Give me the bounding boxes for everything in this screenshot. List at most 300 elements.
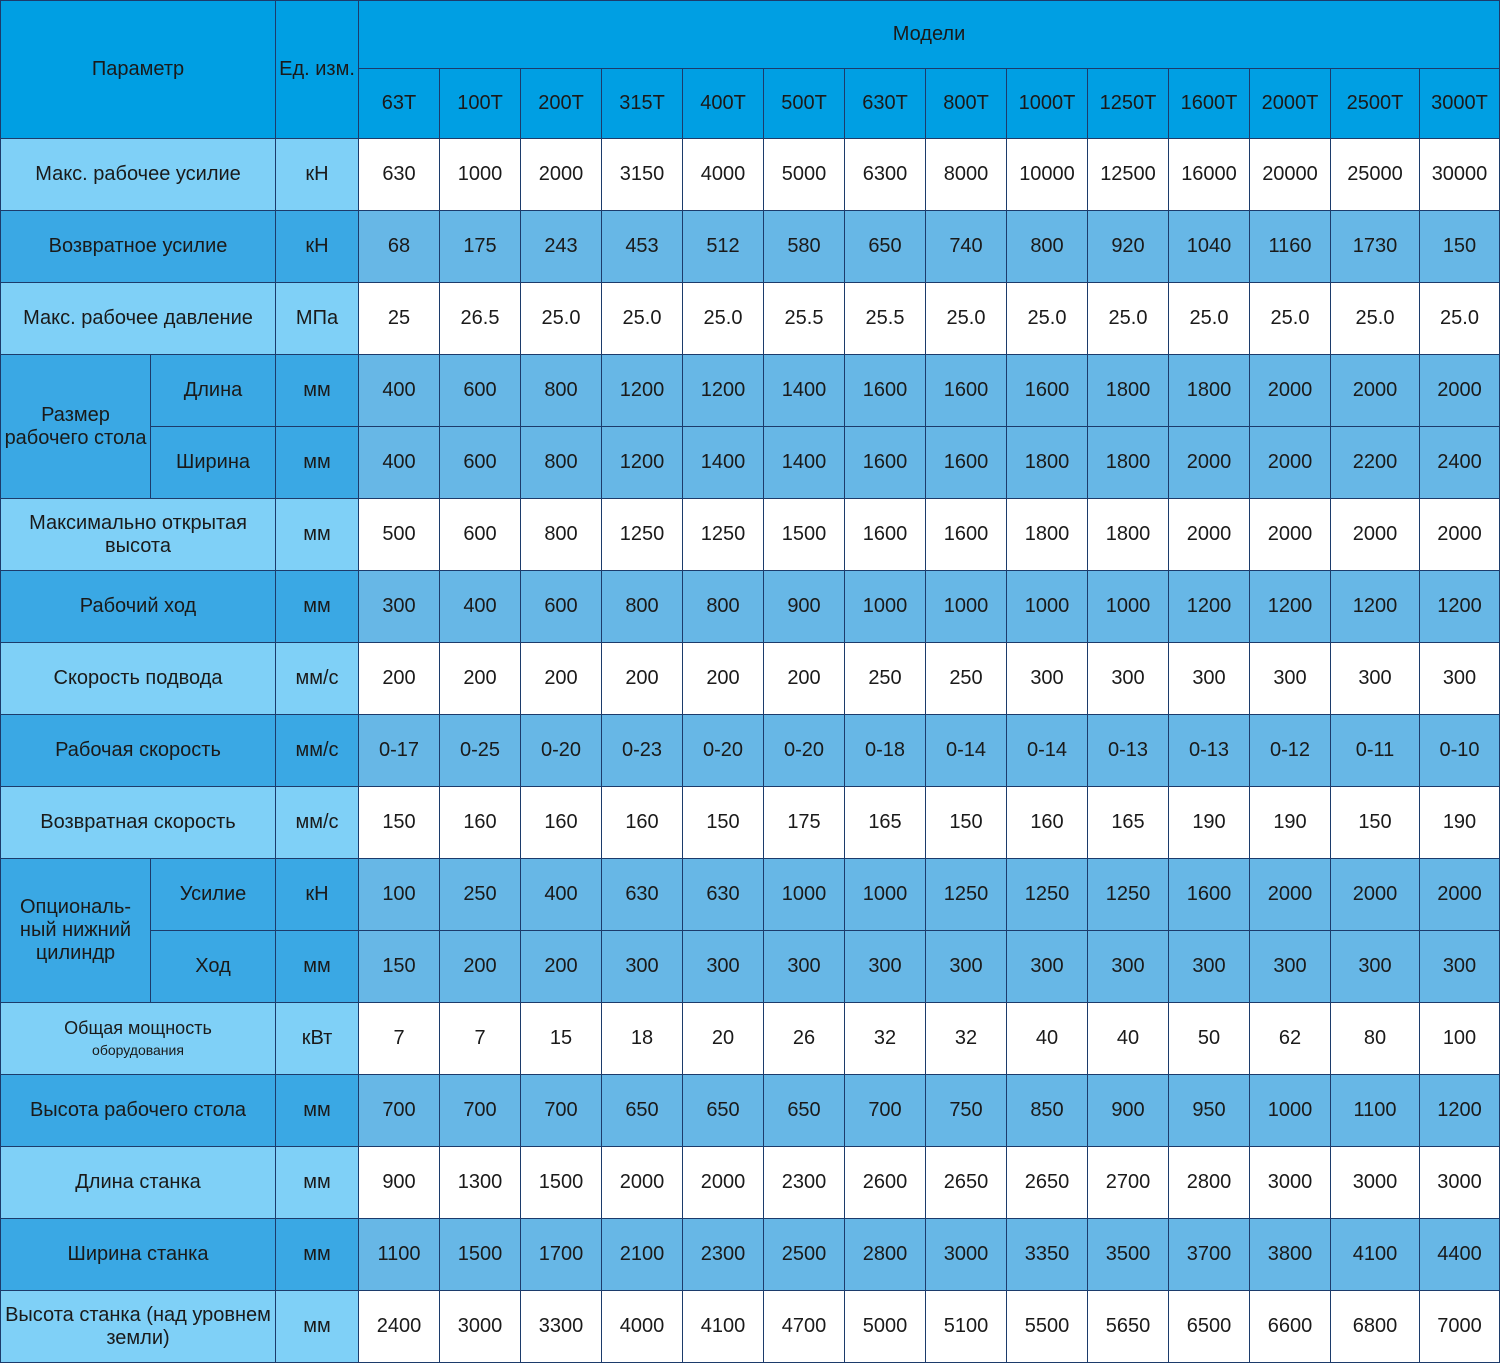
- value-cell: 4700: [764, 1291, 845, 1363]
- value-cell: 1250: [683, 499, 764, 571]
- value-cell: 0-20: [683, 715, 764, 787]
- value-cell: 4100: [683, 1291, 764, 1363]
- value-cell: 175: [440, 211, 521, 283]
- value-cell: 453: [602, 211, 683, 283]
- table-row: [1, 211, 1500, 283]
- value-cell: 1730: [1331, 211, 1420, 283]
- value-cell: 4100: [1331, 1219, 1420, 1291]
- value-cell: 0-18: [845, 715, 926, 787]
- value-cell: 300: [1420, 643, 1500, 715]
- model-header: 1600Т: [1169, 69, 1250, 139]
- value-cell: 200: [602, 643, 683, 715]
- value-cell: 2000: [602, 1147, 683, 1219]
- value-cell: 300: [1331, 931, 1420, 1003]
- model-header: 800Т: [926, 69, 1007, 139]
- value-cell: 6500: [1169, 1291, 1250, 1363]
- value-cell: 0-25: [440, 715, 521, 787]
- value-cell: 1500: [764, 499, 845, 571]
- value-cell: 1600: [1007, 355, 1088, 427]
- unit-cell: мм: [276, 571, 359, 643]
- value-cell: 3150: [602, 139, 683, 211]
- table-row: [1, 283, 1500, 355]
- value-cell: 80: [1331, 1003, 1420, 1075]
- unit-cell: кВт: [276, 1003, 359, 1075]
- value-cell: 4000: [602, 1291, 683, 1363]
- value-cell: 32: [926, 1003, 1007, 1075]
- table-row: [1, 1075, 1500, 1147]
- value-cell: 1400: [683, 427, 764, 499]
- value-cell: 25.0: [602, 283, 683, 355]
- value-cell: 1200: [1331, 571, 1420, 643]
- value-cell: 1700: [521, 1219, 602, 1291]
- value-cell: 200: [440, 931, 521, 1003]
- value-cell: 2800: [845, 1219, 926, 1291]
- unit-cell: МПа: [276, 283, 359, 355]
- row-label: [1, 1075, 276, 1147]
- value-cell: 600: [440, 427, 521, 499]
- row-label: Ширина: [151, 427, 276, 499]
- value-cell: 62: [1250, 1003, 1331, 1075]
- value-cell: 1600: [926, 499, 1007, 571]
- value-cell: 2300: [683, 1219, 764, 1291]
- value-cell: 300: [845, 931, 926, 1003]
- row-label: [1, 211, 276, 283]
- row-label: [1, 715, 276, 787]
- value-cell: 7: [359, 1003, 440, 1075]
- value-cell: 190: [1250, 787, 1331, 859]
- header-models: Модели: [359, 1, 1500, 69]
- row-label: [1, 787, 276, 859]
- value-cell: 5000: [845, 1291, 926, 1363]
- value-cell: 1500: [440, 1219, 521, 1291]
- value-cell: 700: [521, 1075, 602, 1147]
- unit-cell: мм/с: [276, 715, 359, 787]
- value-cell: 175: [764, 787, 845, 859]
- value-cell: 4000: [683, 139, 764, 211]
- model-header: 100Т: [440, 69, 521, 139]
- value-cell: 300: [1250, 643, 1331, 715]
- table-row: [1, 1147, 1500, 1219]
- unit-cell: мм: [276, 499, 359, 571]
- value-cell: 3000: [1250, 1147, 1331, 1219]
- value-cell: 10000: [1007, 139, 1088, 211]
- value-cell: 580: [764, 211, 845, 283]
- value-cell: 2800: [1169, 1147, 1250, 1219]
- value-cell: 500: [359, 499, 440, 571]
- value-cell: 2000: [1331, 499, 1420, 571]
- value-cell: 150: [683, 787, 764, 859]
- table-row: [1, 1219, 1500, 1291]
- row-label: [1, 1291, 276, 1363]
- table-row: [1, 859, 1500, 931]
- value-cell: 25000: [1331, 139, 1420, 211]
- value-cell: 100: [1420, 1003, 1500, 1075]
- value-cell: 68: [359, 211, 440, 283]
- row-label-text: Макс. рабочее усилие: [35, 163, 241, 185]
- value-cell: 40: [1088, 1003, 1169, 1075]
- value-cell: 1800: [1088, 427, 1169, 499]
- value-cell: 25.0: [683, 283, 764, 355]
- table-row: [1, 1003, 1500, 1075]
- value-cell: 900: [359, 1147, 440, 1219]
- value-cell: 243: [521, 211, 602, 283]
- value-cell: 2650: [1007, 1147, 1088, 1219]
- row-label: [1, 643, 276, 715]
- model-header: 1250Т: [1088, 69, 1169, 139]
- row-sublabel-text: оборудования: [92, 1041, 184, 1058]
- group-label: Опциональ-ный нижний цилиндр: [1, 859, 151, 1003]
- value-cell: 5000: [764, 139, 845, 211]
- row-label-text: Рабочая скорость: [55, 739, 221, 761]
- value-cell: 650: [845, 211, 926, 283]
- value-cell: 150: [359, 931, 440, 1003]
- group-label: Размер рабочего стола: [1, 355, 151, 499]
- row-label: [1, 499, 276, 571]
- value-cell: 1200: [683, 355, 764, 427]
- row-label: [1, 1147, 276, 1219]
- value-cell: 2650: [926, 1147, 1007, 1219]
- value-cell: 300: [1007, 643, 1088, 715]
- value-cell: 2000: [1420, 355, 1500, 427]
- unit-cell: мм: [276, 427, 359, 499]
- value-cell: 6300: [845, 139, 926, 211]
- value-cell: 900: [1088, 1075, 1169, 1147]
- value-cell: 1800: [1088, 355, 1169, 427]
- value-cell: 8000: [926, 139, 1007, 211]
- unit-cell: мм: [276, 1219, 359, 1291]
- value-cell: 400: [521, 859, 602, 931]
- value-cell: 150: [1331, 787, 1420, 859]
- model-header: 500Т: [764, 69, 845, 139]
- value-cell: 1250: [926, 859, 1007, 931]
- table-row: [1, 643, 1500, 715]
- value-cell: 1160: [1250, 211, 1331, 283]
- value-cell: 512: [683, 211, 764, 283]
- value-cell: 25.0: [1088, 283, 1169, 355]
- value-cell: 25.0: [1420, 283, 1500, 355]
- value-cell: 700: [359, 1075, 440, 1147]
- value-cell: 300: [1169, 931, 1250, 1003]
- value-cell: 250: [845, 643, 926, 715]
- value-cell: 7000: [1420, 1291, 1500, 1363]
- value-cell: 1800: [1169, 355, 1250, 427]
- unit-cell: мм: [276, 1147, 359, 1219]
- value-cell: 300: [359, 571, 440, 643]
- value-cell: 1800: [1088, 499, 1169, 571]
- value-cell: 160: [521, 787, 602, 859]
- value-cell: 3000: [1420, 1147, 1500, 1219]
- table-row: [1, 571, 1500, 643]
- value-cell: 20: [683, 1003, 764, 1075]
- value-cell: 1100: [359, 1219, 440, 1291]
- value-cell: 750: [926, 1075, 1007, 1147]
- value-cell: 900: [764, 571, 845, 643]
- value-cell: 600: [440, 499, 521, 571]
- value-cell: 300: [1088, 643, 1169, 715]
- value-cell: 40: [1007, 1003, 1088, 1075]
- value-cell: 50: [1169, 1003, 1250, 1075]
- value-cell: 3000: [440, 1291, 521, 1363]
- value-cell: 1000: [440, 139, 521, 211]
- value-cell: 25.0: [521, 283, 602, 355]
- value-cell: 1100: [1331, 1075, 1420, 1147]
- value-cell: 5650: [1088, 1291, 1169, 1363]
- value-cell: 0-13: [1088, 715, 1169, 787]
- value-cell: 25.5: [764, 283, 845, 355]
- value-cell: 2000: [1250, 499, 1331, 571]
- value-cell: 1800: [1007, 427, 1088, 499]
- model-header: 400Т: [683, 69, 764, 139]
- value-cell: 3000: [1331, 1147, 1420, 1219]
- row-label: Усилие: [151, 859, 276, 931]
- value-cell: 2000: [1420, 499, 1500, 571]
- value-cell: 250: [926, 643, 1007, 715]
- value-cell: 1250: [1088, 859, 1169, 931]
- value-cell: 2000: [1331, 355, 1420, 427]
- value-cell: 1000: [845, 571, 926, 643]
- value-cell: 1200: [1169, 571, 1250, 643]
- value-cell: 1000: [926, 571, 1007, 643]
- value-cell: 300: [602, 931, 683, 1003]
- value-cell: 150: [1420, 211, 1500, 283]
- row-label-text: Скорость подвода: [53, 667, 223, 689]
- value-cell: 800: [521, 427, 602, 499]
- value-cell: 2200: [1331, 427, 1420, 499]
- value-cell: 1000: [1088, 571, 1169, 643]
- value-cell: 700: [440, 1075, 521, 1147]
- value-cell: 2000: [1169, 499, 1250, 571]
- value-cell: 200: [521, 931, 602, 1003]
- value-cell: 3350: [1007, 1219, 1088, 1291]
- value-cell: 160: [1007, 787, 1088, 859]
- row-label-text: Макс. рабочее давление: [23, 307, 253, 329]
- value-cell: 300: [1420, 931, 1500, 1003]
- value-cell: 25.5: [845, 283, 926, 355]
- value-cell: 3700: [1169, 1219, 1250, 1291]
- model-header: 1000Т: [1007, 69, 1088, 139]
- value-cell: 300: [926, 931, 1007, 1003]
- value-cell: 300: [1007, 931, 1088, 1003]
- model-header: 200Т: [521, 69, 602, 139]
- row-label-text: Высота станка (над уровнем земли): [5, 1303, 271, 1349]
- row-label-text: Возвратное усилие: [48, 235, 228, 257]
- value-cell: 200: [440, 643, 521, 715]
- model-header: 63Т: [359, 69, 440, 139]
- unit-cell: мм/с: [276, 787, 359, 859]
- value-cell: 25.0: [1007, 283, 1088, 355]
- value-cell: 2600: [845, 1147, 926, 1219]
- table-row: [1, 139, 1500, 211]
- value-cell: 800: [1007, 211, 1088, 283]
- value-cell: 2000: [1169, 427, 1250, 499]
- value-cell: 26: [764, 1003, 845, 1075]
- value-cell: 7: [440, 1003, 521, 1075]
- value-cell: 25.0: [926, 283, 1007, 355]
- value-cell: 2000: [1250, 427, 1331, 499]
- row-label: [1, 139, 276, 211]
- table-row: [1, 931, 1500, 1003]
- row-label: Длина: [151, 355, 276, 427]
- value-cell: 630: [602, 859, 683, 931]
- value-cell: 100: [359, 859, 440, 931]
- table-row: [1, 427, 1500, 499]
- value-cell: 160: [602, 787, 683, 859]
- row-label: [1, 1003, 276, 1075]
- value-cell: 2000: [521, 139, 602, 211]
- value-cell: 1600: [845, 355, 926, 427]
- table-row: [1, 499, 1500, 571]
- value-cell: 165: [1088, 787, 1169, 859]
- value-cell: 300: [1169, 643, 1250, 715]
- value-cell: 300: [764, 931, 845, 1003]
- table-row: [1, 1291, 1500, 1363]
- value-cell: 150: [359, 787, 440, 859]
- value-cell: 25.0: [1331, 283, 1420, 355]
- value-cell: 1200: [602, 427, 683, 499]
- value-cell: 800: [521, 499, 602, 571]
- value-cell: 1600: [926, 355, 1007, 427]
- row-label-text: Длина станка: [75, 1171, 201, 1193]
- value-cell: 15: [521, 1003, 602, 1075]
- value-cell: 1600: [926, 427, 1007, 499]
- value-cell: 32: [845, 1003, 926, 1075]
- value-cell: 5500: [1007, 1291, 1088, 1363]
- value-cell: 1250: [1007, 859, 1088, 931]
- value-cell: 1800: [1007, 499, 1088, 571]
- value-cell: 0-14: [926, 715, 1007, 787]
- value-cell: 3000: [926, 1219, 1007, 1291]
- value-cell: 400: [440, 571, 521, 643]
- value-cell: 1000: [845, 859, 926, 931]
- value-cell: 1600: [845, 427, 926, 499]
- value-cell: 200: [683, 643, 764, 715]
- value-cell: 0-20: [521, 715, 602, 787]
- value-cell: 20000: [1250, 139, 1331, 211]
- table-row: [1, 355, 1500, 427]
- value-cell: 1000: [764, 859, 845, 931]
- row-label-text: Высота рабочего стола: [29, 1099, 247, 1121]
- value-cell: 920: [1088, 211, 1169, 283]
- value-cell: 300: [683, 931, 764, 1003]
- value-cell: 850: [1007, 1075, 1088, 1147]
- value-cell: 650: [602, 1075, 683, 1147]
- value-cell: 16000: [1169, 139, 1250, 211]
- value-cell: 300: [1088, 931, 1169, 1003]
- value-cell: 1400: [764, 355, 845, 427]
- value-cell: 0-17: [359, 715, 440, 787]
- model-header: 315Т: [602, 69, 683, 139]
- value-cell: 400: [359, 355, 440, 427]
- header-unit: Ед. изм.: [276, 1, 359, 139]
- model-header: 2500Т: [1331, 69, 1420, 139]
- value-cell: 1500: [521, 1147, 602, 1219]
- value-cell: 3500: [1088, 1219, 1169, 1291]
- value-cell: 150: [926, 787, 1007, 859]
- value-cell: 4400: [1420, 1219, 1500, 1291]
- unit-cell: мм: [276, 1075, 359, 1147]
- unit-cell: кН: [276, 139, 359, 211]
- value-cell: 1300: [440, 1147, 521, 1219]
- value-cell: 1000: [1250, 1075, 1331, 1147]
- value-cell: 6600: [1250, 1291, 1331, 1363]
- value-cell: 0-12: [1250, 715, 1331, 787]
- value-cell: 0-23: [602, 715, 683, 787]
- value-cell: 190: [1169, 787, 1250, 859]
- value-cell: 800: [683, 571, 764, 643]
- row-label: [1, 571, 276, 643]
- value-cell: 1000: [1007, 571, 1088, 643]
- value-cell: 1200: [1250, 571, 1331, 643]
- value-cell: 18: [602, 1003, 683, 1075]
- value-cell: 1040: [1169, 211, 1250, 283]
- row-label: Ход: [151, 931, 276, 1003]
- value-cell: 6800: [1331, 1291, 1420, 1363]
- model-header: 630Т: [845, 69, 926, 139]
- row-label-text: Максимально открытая высота: [29, 511, 247, 557]
- value-cell: 3300: [521, 1291, 602, 1363]
- value-cell: 300: [1250, 931, 1331, 1003]
- value-cell: 2700: [1088, 1147, 1169, 1219]
- value-cell: 2000: [683, 1147, 764, 1219]
- row-label-text: Возвратная скорость: [40, 811, 236, 833]
- value-cell: 600: [440, 355, 521, 427]
- value-cell: 2100: [602, 1219, 683, 1291]
- value-cell: 630: [683, 859, 764, 931]
- value-cell: 2000: [1331, 859, 1420, 931]
- value-cell: 200: [764, 643, 845, 715]
- value-cell: 200: [521, 643, 602, 715]
- value-cell: 160: [440, 787, 521, 859]
- unit-cell: мм: [276, 1291, 359, 1363]
- value-cell: 800: [521, 355, 602, 427]
- value-cell: 300: [1331, 643, 1420, 715]
- value-cell: 600: [521, 571, 602, 643]
- value-cell: 800: [602, 571, 683, 643]
- value-cell: 700: [845, 1075, 926, 1147]
- value-cell: 0-10: [1420, 715, 1500, 787]
- value-cell: 1250: [602, 499, 683, 571]
- table-row: [1, 715, 1500, 787]
- value-cell: 400: [359, 427, 440, 499]
- model-header: 3000Т: [1420, 69, 1500, 139]
- table-row: [1, 787, 1500, 859]
- value-cell: 1600: [845, 499, 926, 571]
- value-cell: 2400: [1420, 427, 1500, 499]
- header-param: Параметр: [1, 1, 276, 139]
- value-cell: 0-13: [1169, 715, 1250, 787]
- value-cell: 190: [1420, 787, 1500, 859]
- value-cell: 2300: [764, 1147, 845, 1219]
- unit-cell: мм/с: [276, 643, 359, 715]
- value-cell: 1200: [1420, 1075, 1500, 1147]
- value-cell: 250: [440, 859, 521, 931]
- value-cell: 0-20: [764, 715, 845, 787]
- value-cell: 630: [359, 139, 440, 211]
- value-cell: 740: [926, 211, 1007, 283]
- value-cell: 2000: [1250, 355, 1331, 427]
- unit-cell: кН: [276, 211, 359, 283]
- value-cell: 1200: [602, 355, 683, 427]
- value-cell: 12500: [1088, 139, 1169, 211]
- value-cell: 950: [1169, 1075, 1250, 1147]
- unit-cell: кН: [276, 859, 359, 931]
- unit-cell: мм: [276, 931, 359, 1003]
- row-label-text: Общая мощность: [64, 1017, 212, 1038]
- value-cell: 650: [764, 1075, 845, 1147]
- value-cell: 2500: [764, 1219, 845, 1291]
- value-cell: 650: [683, 1075, 764, 1147]
- row-label-text: Рабочий ход: [79, 595, 197, 617]
